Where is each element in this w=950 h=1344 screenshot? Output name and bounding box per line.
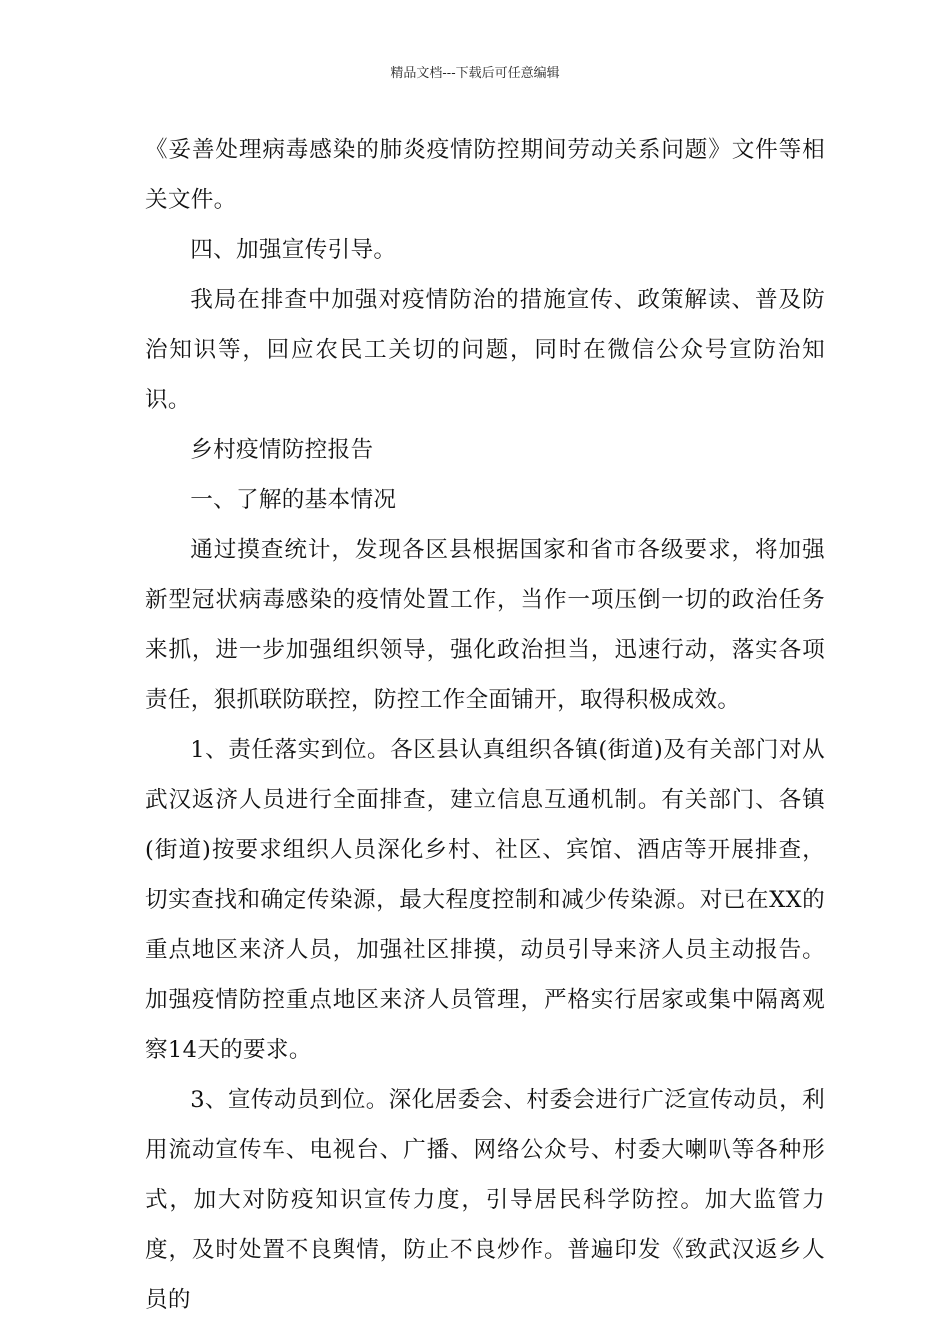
document-body bbox=[145, 125, 825, 1325]
paragraph-4: 1、责任落实到位。各区县认真组织各镇(街道)及有关部门对从武汉返济人员进行全面排查，建立信息互通机制。有关部门、各镇(街道)按要求组织人员深化乡村、社区、宾馆、酒店等开展排查，切实查找和确定传染源，最大程度控制和减少传染源。对已在XX的重点地区来济人员，加强社区排摸，动员引导来济人员主动报告。加强疫情防控重点地区来济人员管理，严格实行居家或集中隔离观察14天的要求。 bbox=[145, 737, 825, 1063]
paragraph-3: 通过摸查统计，发现各区县根据国家和省市各级要求，将加强新型冠状病毒感染的疫情处置工作，当作一项压倒一切的政治任务来抓，进一步加强组织领导，强化政治担当，迅速行动，落实各项责任，狠抓联防联控，防控工作全面铺开，取得积极成效。 bbox=[145, 537, 825, 713]
section-heading-1: 一、了解的基本情况 bbox=[190, 487, 397, 513]
paragraph-2: 我局在排查中加强对疫情防治的措施宣传、政策解读、普及防治知识等，回应农民工关切的问题，同时在微信公众号宣防治知识。 bbox=[145, 287, 825, 413]
report-title: 乡村疫情防控报告 bbox=[190, 437, 374, 463]
paragraph-1: 《妥善处理病毒感染的肺炎疫情防控期间劳动关系问题》文件等相关文件。 bbox=[145, 137, 825, 213]
section-heading-4: 四、加强宣传引导。 bbox=[190, 237, 397, 263]
page-header: 精品文档---下载后可任意编辑 bbox=[390, 66, 560, 81]
paragraph-5: 3、宣传动员到位。深化居委会、村委会进行广泛宣传动员，利用流动宣传车、电视台、广播、网络公众号、村委大喇叭等各种形式，加大对防疫知识宣传力度，引导居民科学防控。加大监管力度，及时处置不良舆情，防止不良炒作。普遍印发《致武汉返乡人员的 bbox=[145, 1087, 825, 1313]
